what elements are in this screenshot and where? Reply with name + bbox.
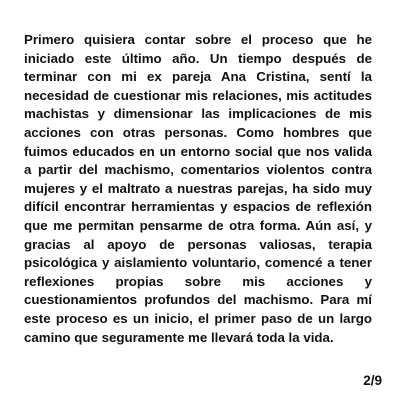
page-number: 2/9 (363, 373, 382, 388)
body-paragraph: Primero quisiera contar sobre el proceso que he iniciado este último año. Un tiempo después de terminar con mi ex pareja Ana Cristina, sentí la necesidad de cuestionar mis relaciones, mis actitudes machistas y dimensionar las implicaciones de mis acciones con otras personas. Como hombres que fuimos educados en un entorno social que nos valida a partir del machismo, comentarios violentos contra mujeres y el maltrato a nuestras parejas, ha sido muy difícil encontrar herramientas y espacios de reflexión que me permitan pensarme de otra forma. Aún así, y gracias al apoyo de personas valiosas, terapia psicológica y aislamiento voluntario, comencé a tener reflexiones propias sobre mis acciones y cuestionamientos profundos del machismo. Para mí este proceso es un inicio, el primer paso de un largo camino que seguramente me llevará toda la vida. (24, 32, 372, 345)
